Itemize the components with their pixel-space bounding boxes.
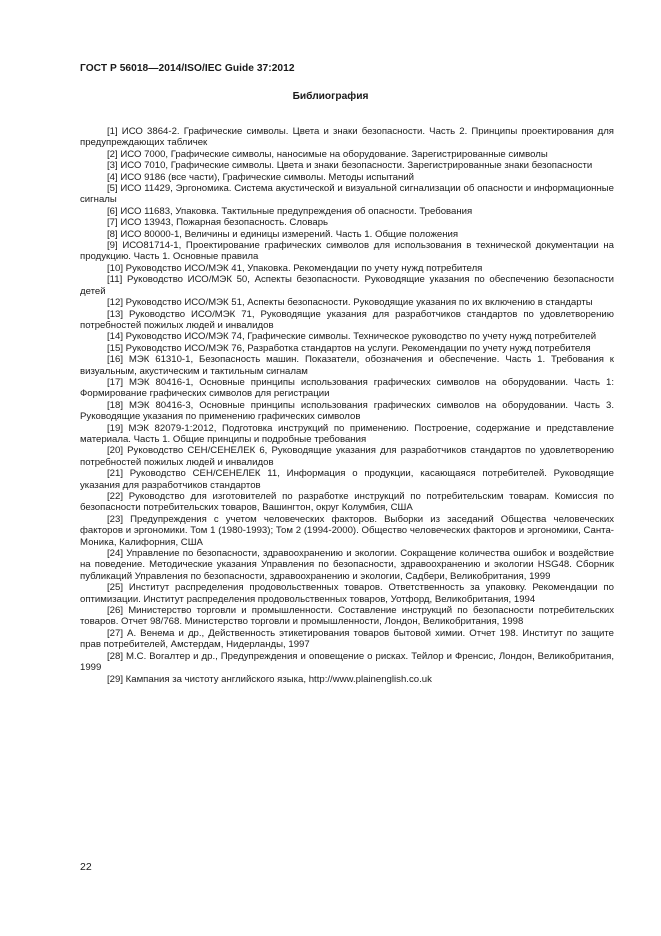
- bibliography-entry: [6] ИСО 11683, Упаковка. Тактильные предупреждения об опасности. Требования: [107, 205, 473, 217]
- page-number: 22: [80, 861, 92, 873]
- section-title: Библиография: [292, 91, 369, 102]
- bibliography-entry: [7] ИСО 13943, Пожарная безопасность. Словарь: [107, 217, 329, 229]
- bibliography-entry: [2] ИСО 7000, Графические символы, наносимые на оборудование. Зарегистрированные символы: [107, 148, 548, 160]
- bibliography-entry: [16] МЭК 61310-1, Безопасность машин. Показатели, обозначения и обеспечение. Часть 1. Требования к визуальным, акустическим и тактильным сигналам: [80, 354, 614, 377]
- bibliography-entry: [15] Руководство ИСО/МЭК 76, Разработка стандартов на услуги. Рекомендации по учету нужд потребителя: [107, 342, 591, 354]
- bibliography-entry: [10] Руководство ИСО/МЭК 41, Упаковка. Рекомендации по учету нужд потребителя: [107, 262, 483, 274]
- bibliography-entry: [26] Министерство торговли и промышленности. Составление инструкций по безопасности потребительских товаров. Отчет 98/768. Министерство торговли и промышленности, Лондон, Великобритания, 1998: [80, 605, 614, 628]
- bibliography-list: [80, 126, 614, 685]
- bibliography-entry: [18] МЭК 80416-3, Основные принципы использования графических символов на оборудовании. Часть 3. Руководящие указания по применению графических символов: [80, 399, 614, 423]
- bibliography-entry: [4] ИСО 9186 (все части), Графические символы. Методы испытаний: [107, 171, 414, 183]
- bibliography-entry: [13] Руководство ИСО/МЭК 71, Руководящие указания для разработчиков стандартов по удовлетворению потребностей пожилых людей и инвалидов: [80, 308, 614, 331]
- bibliography-entry: [24] Управление по безопасности, здравоохранению и экологии. Сокращение количества ошибок и воздействие на поведение. Методические указания Управления по безопасности, здравоохранению и экологии HSG48. Сборник публикаций Управления по безопасности, здравоохранению и экологии, Садбери, Великобритания, 1999: [80, 548, 614, 582]
- bibliography-entry: [23] Предупреждения с учетом человеческих факторов. Выборки из заседаний Общества человеческих факторов и эргономики. Том 1 (1980-1993); Том 2 (1994-2000). Общество человеческих факторов и эргономики, Санта-Моника, Калифорния, США: [80, 513, 614, 548]
- bibliography-entry: [21] Руководство СЕН/СЕНЕЛЕК 11, Информация о продукции, касающаяся потребителей. Руководящие указания для разработчиков стандартов: [80, 468, 614, 491]
- bibliography-entry: [22] Руководство для изготовителей по разработке инструкций по потребительским товарам. Комиссия по безопасности потребительских товаров, Вашингтон, округ Колумбия, США: [80, 491, 614, 514]
- bibliography-entry: [27] А. Венема и др., Действенность этикетирования товаров бытовой химии. Отчет 198. Институт по защите прав потребителей, Амстердам, Нидерланды, 1997: [80, 627, 614, 651]
- bibliography-entry: [9] ИСО81714-1, Проектирование графических символов для использования в технической документации на продукцию. Часть 1. Основные правила: [80, 240, 614, 263]
- document-header: ГОСТ Р 56018—2014/ISO/IEC Guide 37:2012: [80, 63, 295, 74]
- bibliography-entry: [25] Институт распределения продовольственных товаров. Ответственность за упаковку. Рекомендации по оптимизации. Институт распределения продовольственных товаров, Уотфорд, Великобритания, 1994: [80, 582, 614, 605]
- bibliography-entry: [28] М.С. Вогалтер и др., Предупреждения и оповещение о рисках. Тейлор и Френсис, Лондон, Великобритания, 1999: [80, 650, 614, 674]
- bibliography-entry: [8] ИСО 80000-1, Величины и единицы измерений. Часть 1. Общие положения: [107, 228, 459, 240]
- bibliography-entry: [17] МЭК 80416-1, Основные принципы использования графических символов на оборудовании. Часть 1: Формирование графических символов для регистрации: [80, 376, 614, 400]
- bibliography-entry: [1] ИСО 3864-2. Графические символы. Цвета и знаки безопасности. Часть 2. Принципы проектирования для предупреждающих табличек: [80, 126, 614, 149]
- bibliography-entry: [19] МЭК 82079-1:2012, Подготовка инструкций по применению. Построение, содержание и представление материала. Часть 1. Общие принципы и подробные требования: [80, 422, 614, 445]
- bibliography-entry: [14] Руководство ИСО/МЭК 74, Графические символы. Техническое руководство по учету нужд потребителей: [107, 331, 597, 343]
- bibliography-entry: [11] Руководство ИСО/МЭК 50, Аспекты безопасности. Руководящие указания по обеспечению безопасности детей: [80, 274, 614, 297]
- bibliography-entry: [5] ИСО 11429, Эргономика. Система акустической и визуальной сигнализации об опасности и информационные сигналы: [80, 183, 614, 206]
- bibliography-entry: [29] Кампания за чистоту английского языка, http://www.plainenglish.co.uk: [107, 673, 432, 685]
- bibliography-entry: [12] Руководство ИСО/МЭК 51, Аспекты безопасности. Руководящие указания по их включению в стандарты: [107, 297, 593, 309]
- bibliography-entry: [3] ИСО 7010, Графические символы. Цвета и знаки безопасности. Зарегистрированные знаки безопасности: [107, 160, 593, 172]
- bibliography-entry: [20] Руководство СЕН/СЕНЕЛЕК 6, Руководящие указания для разработчиков стандартов по удовлетворению потребностей пожилых людей и инвалидов: [80, 445, 614, 468]
